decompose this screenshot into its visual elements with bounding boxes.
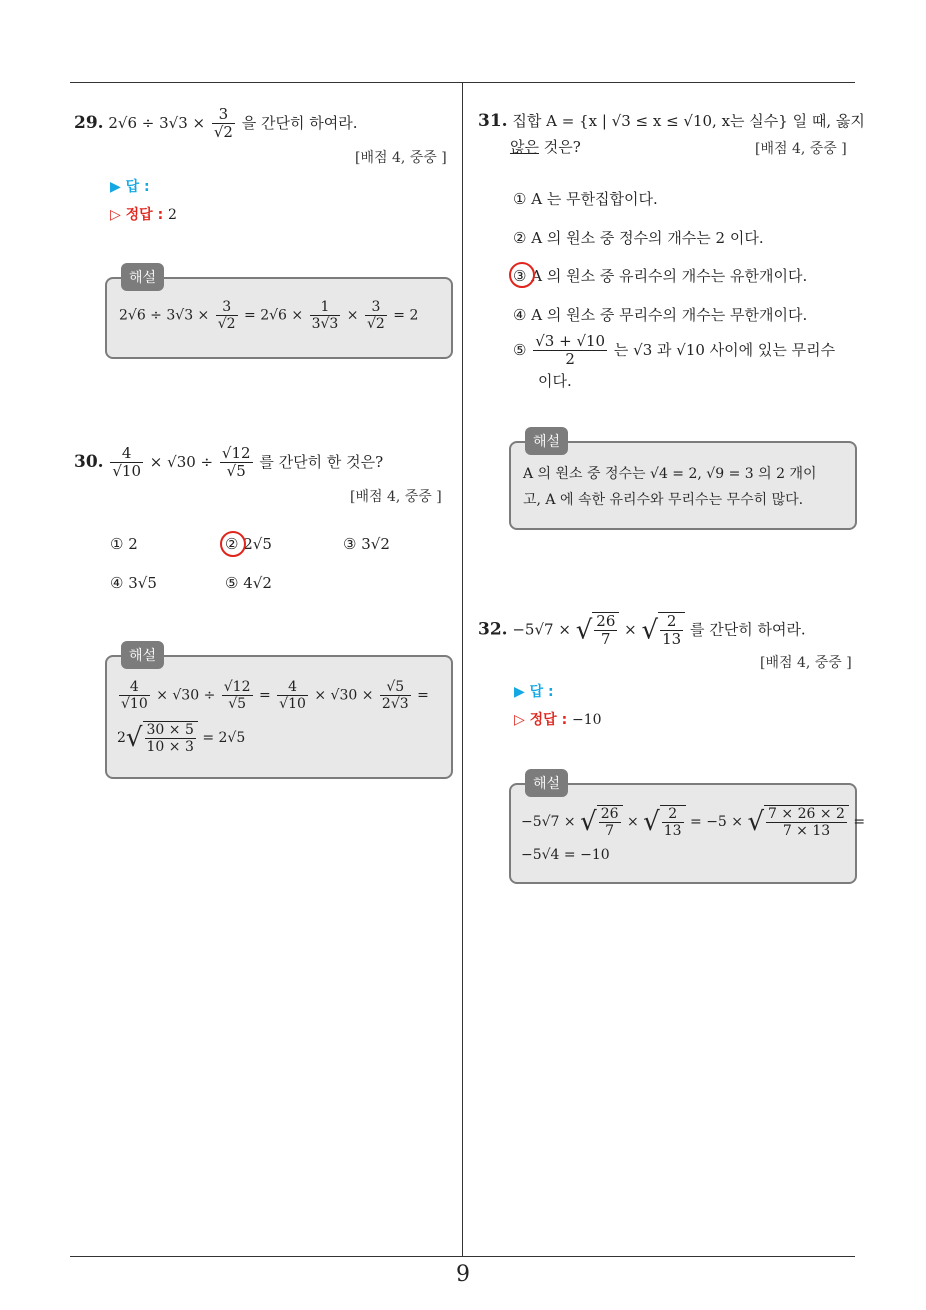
q30-option-1[interactable]: ① 2: [110, 535, 138, 553]
q31-option-1[interactable]: ① A 는 무한집합이다.: [513, 190, 658, 208]
page-number: 9: [456, 1262, 470, 1287]
q32-number: 32.: [478, 619, 508, 640]
q29-correct-answer: ▷ 정답 : 2: [110, 207, 177, 223]
q31-line2: 않은 것은?: [510, 138, 581, 156]
q30-score: [배점 4, 중중 ]: [350, 489, 442, 505]
q29-score: [배점 4, 중중 ]: [355, 150, 447, 166]
q32-stem: 32. −5√7 × √ $\frac{26}{7}$ × √ $\frac{2}{13}$ 를 간단히 하여라.: [478, 612, 806, 649]
q30-option-3[interactable]: ③ 3√2: [343, 535, 390, 553]
q31-option-5-cont: 이다.: [538, 372, 572, 390]
q30-explanation-tag: 해설: [121, 641, 164, 669]
q29-prompt: 을 간단히 하여라.: [241, 113, 358, 132]
q32-correct-answer: ▷ 정답 : −10: [514, 712, 602, 728]
q29-stem: [74, 106, 358, 142]
q29-expr: 2√6 ÷ 3√3 ×: [108, 113, 206, 132]
q31-explanation-tag: 해설: [525, 427, 568, 455]
q32-explanation-line2: −5√4 = −10: [521, 847, 610, 863]
q32-prompt: 를 간단히 하여라.: [689, 620, 806, 639]
q32-explanation-line1: −5√7 × √ $\frac{26}{7}$ × √ $\frac{2}{13}$ = −5 × √ $\frac{7 \times 26 \times 2}{7 \times 13}$ =: [521, 806, 866, 840]
q29-explanation-text: 2√6 ÷ 3√3 × $\frac{3}{√2}$ = 2√6 × $\frac{1}{3√3}$ × $\frac{3}{√2}$ = 2: [119, 299, 419, 333]
q29-explanation-box: [105, 270, 453, 359]
q30-stem: 30. $\frac{4}{√10}$ × √30 ÷ $\frac{√12}{√5}$ 를 간단히 한 것은?: [74, 444, 384, 481]
q30-option-4[interactable]: ④ 3√5: [110, 574, 157, 592]
q31-stem: [478, 110, 865, 131]
q30-prompt: 를 간단히 한 것은?: [259, 452, 384, 471]
q29-number: 29.: [74, 112, 104, 133]
q30-explanation-box: [105, 648, 453, 779]
q31-option-2[interactable]: ② A 의 원소 중 정수의 개수는 2 이다.: [513, 229, 764, 247]
q31-option-4[interactable]: ④ A 의 원소 중 무리수의 개수는 무한개이다.: [513, 306, 808, 324]
q30-number: 30.: [74, 451, 104, 472]
q30-option-5[interactable]: ⑤ 4√2: [225, 574, 272, 592]
q31-option-3[interactable]: ③ A 의 원소 중 유리수의 개수는 유한개이다.: [513, 267, 808, 285]
q31-number: 31.: [478, 111, 508, 131]
q31-selected-circle-icon: [509, 262, 535, 288]
q32-explanation-box: [509, 776, 866, 884]
q30-option-2[interactable]: ② 2√5: [225, 535, 272, 553]
q32-explanation-tag: 해설: [525, 769, 568, 797]
bottom-rule: [70, 1256, 855, 1257]
q31-explanation-line2: 고, A 에 속한 유리수와 무리수는 무수히 많다.: [523, 492, 804, 508]
q29-fraction: $\frac{3}{√2}$: [213, 105, 233, 142]
q30-explanation-line1: $\frac{4}{√10}$ × √30 ÷ $\frac{√12}{√5}$ = $\frac{4}{√10}$ × √30 × $\frac{√5}{2√3}$ =: [121, 679, 429, 713]
q29-answer-label: ▶ 답 :: [110, 179, 150, 195]
q31-explanation-box: [509, 434, 857, 530]
q29-explanation-tag: 해설: [121, 263, 164, 291]
q30-selected-circle-icon: [220, 531, 246, 557]
q32-answer-label: ▶ 답 :: [514, 684, 554, 700]
q31-explanation-line1: A 의 원소 중 정수는 √4 = 2, √9 = 3 의 2 개이: [523, 466, 817, 482]
q31-option-5[interactable]: ⑤ $\frac{√3 + √10}{2}$ 는 √3 과 √10 사이에 있는 무리수: [513, 332, 836, 369]
column-divider: [462, 82, 463, 1256]
q30-explanation-line2: 2√ $\frac{30 \times 5}{10 \times 3}$ = 2√5: [117, 722, 246, 756]
q32-score: [배점 4, 중중 ]: [760, 655, 852, 671]
q31-line1: 집합 A = {x | √3 ≤ x ≤ √10, x는 실수} 일 때, 옳지: [512, 112, 865, 130]
q31-score: [배점 4, 중중 ]: [755, 141, 847, 157]
